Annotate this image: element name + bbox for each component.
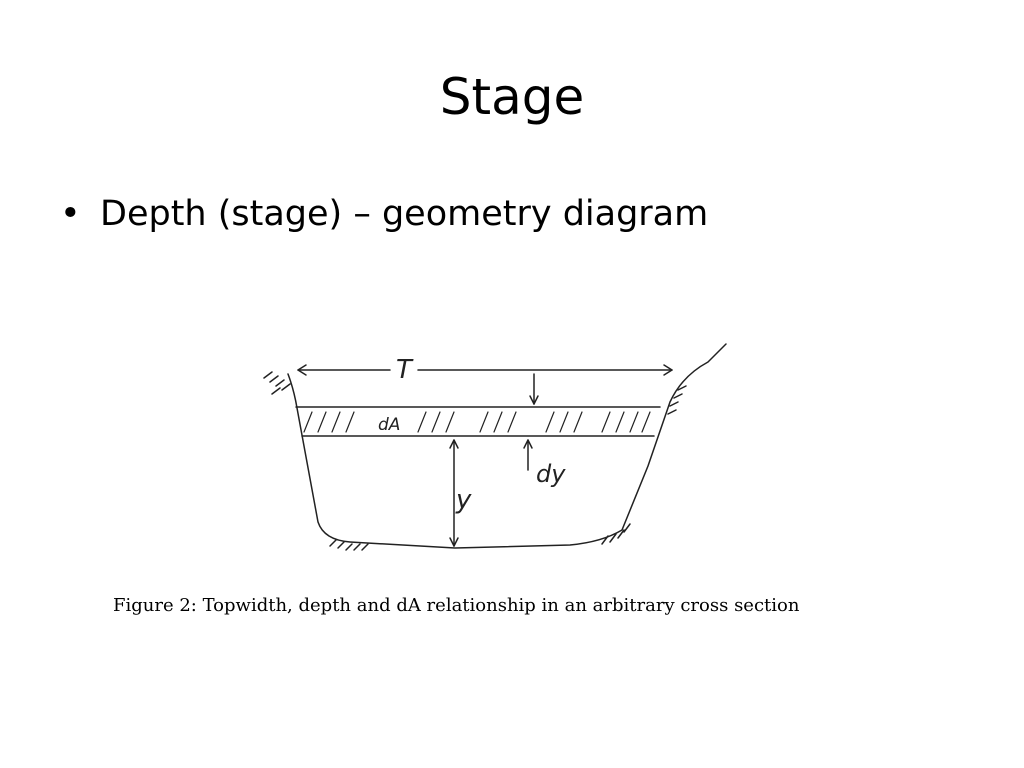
depth-label: y <box>456 485 472 515</box>
ground-hatch-bottom-right <box>602 524 630 544</box>
channel-outline <box>288 344 726 548</box>
ground-hatch-left-top <box>264 372 290 394</box>
slide-title: Stage <box>439 68 585 126</box>
strip-area-label: dA <box>378 415 401 435</box>
bullet-item <box>60 190 708 238</box>
figure-caption: Figure 2: Topwidth, depth and dA relationship in an arbitrary cross section <box>113 595 800 616</box>
channel-cross-section-diagram <box>250 332 740 564</box>
topwidth-label: T <box>396 355 412 385</box>
increment-label: dy <box>536 460 566 488</box>
bullet-marker: • <box>60 194 81 234</box>
strip-hatch <box>304 412 650 432</box>
bullet-text: Depth (stage) – geometry diagram <box>100 194 709 234</box>
